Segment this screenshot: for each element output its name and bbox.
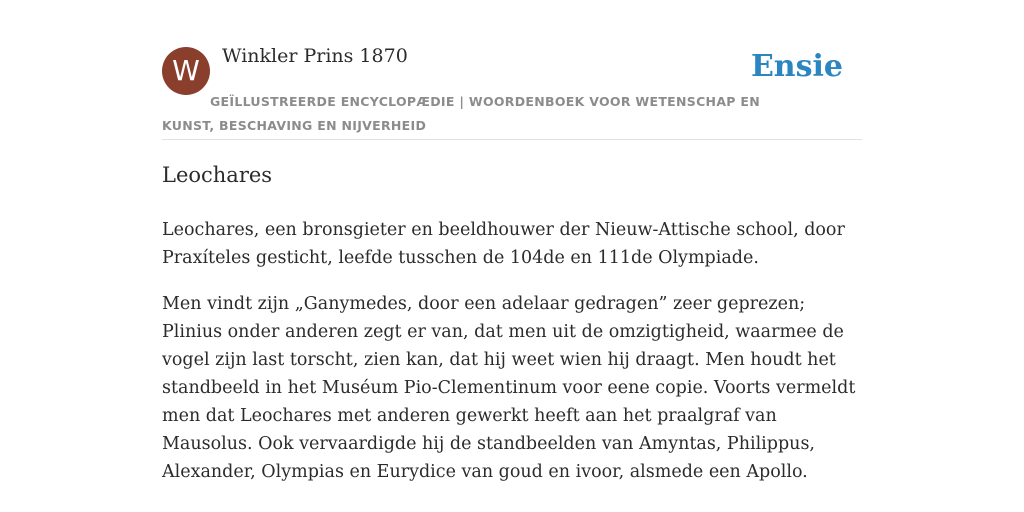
- article-title: Leochares: [162, 163, 273, 187]
- source-title[interactable]: Winkler Prins 1870: [222, 45, 408, 67]
- ensie-logo[interactable]: Ensie: [750, 49, 843, 84]
- header-divider: [162, 139, 862, 140]
- article-paragraph: Leochares, een bronsgieter en beeldhouwer der Nieuw-Attische school, door Praxíteles gesticht, leefde tusschen de 104de en 111de Olympiade.: [162, 220, 845, 268]
- source-avatar[interactable]: W: [162, 47, 210, 95]
- article-paragraph: Men vindt zijn „Ganymedes, door een adelaar gedragen” zeer geprezen; Plinius onder anderen zegt er van, dat men uit de omzigtigheid, waarmee de vogel zijn last torscht, zien kan, dat hij weet wien hij draagt. Men houdt het standbeeld in het Muséum Pio-Clementinum voor eene copie. Voorts vermeldt men dat Leochares met anderen gewerkt heeft aan het praalgraf van Mausolus. Ook vervaardigde hij de standbeelden van Amyntas, Philippus, Alexander, Olympias en Eurydice van goud en ivoor, alsmede een Apollo.: [162, 294, 856, 482]
- source-subtitle: GEÏLLUSTREERDE ENCYCLOPÆDIE | WOORDENBOEK VOOR WETENSCHAP EN KUNST, BESCHAVING EN NIJVERHEID: [162, 94, 760, 133]
- article-body: [162, 216, 862, 504]
